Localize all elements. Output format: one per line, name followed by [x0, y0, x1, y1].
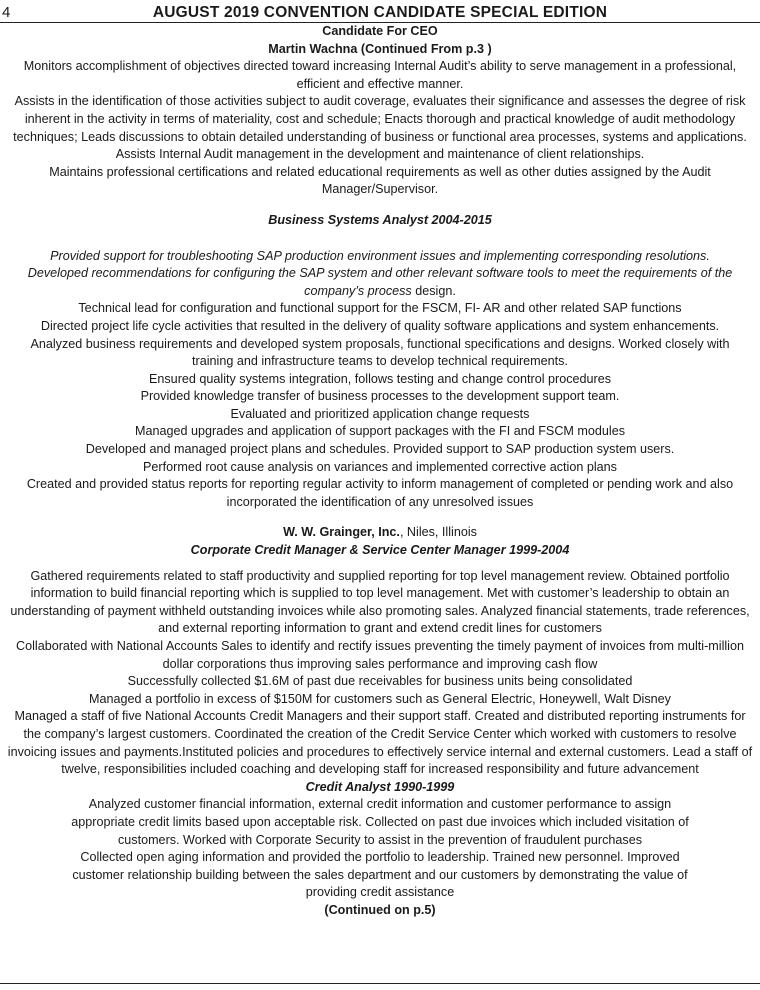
bsa-item: Created and provided status reports for reporting regular activity to inform management of completed or pending work and also incorporated the identification of any unresolved issues [26, 477, 734, 509]
grainger-item: Managed a staff of five National Accounts Credit Managers and their support staff. Created and distributed reporting instruments for the company’s largest customers. Coordinated the creation of the Credit Service Center which worked with customers to resolve invoicing issues and payments.Instituted policies and procedures to effectively service internal and external customers. Lead a staff of twelve, responsibilities included coaching and developing staff for increased responsibility and future advancement [7, 709, 753, 777]
credit-analyst-item: Analyzed customer financial information, external credit information and customer performance to assign appropriate credit limits based upon acceptable risk. Collected on past due invoices which included visitation of customers. Worked with Corporate Security to assist in the prevention of fraudulent purchases [71, 797, 689, 847]
intro-paragraph: Maintains professional certifications and related educational requirements as well as other duties assigned by the Audit Manager/Supervisor. [49, 164, 711, 197]
grainger-role-heading: Corporate Credit Manager & Service Center Manager 1999-2004 [190, 543, 570, 558]
grainger-item: Gathered requirements related to staff productivity and supplied reporting for top level management review. Obtained portfolio information to build financial reporting which is supplied to top level management. Met with customer’s leadership to obtain an understanding of payment withheld outstanding invoices while also promoting sales. Analyzed financial statements, trade references, and external reporting information to grant and extend credit lines for customers [10, 568, 750, 636]
bsa-item: Evaluated and prioritized application change requests [230, 406, 530, 421]
bsa-item: Performed root cause analysis on variances and implemented corrective action plans [143, 459, 617, 474]
candidate-name: Martin Wachna (Continued From p.3 ) [268, 41, 492, 56]
intro-paragraph: Monitors accomplishment of objectives directed toward increasing Internal Audit’s ability to serve management in a professional, efficient and effective manner. [23, 59, 737, 91]
bsa-item [26, 265, 734, 300]
bsa-item: Provided knowledge transfer of business processes to the development support team. [140, 389, 620, 404]
grainger-item: Successfully collected $1.6M of past due receivables for business units being consolidated [127, 674, 633, 689]
intro-paragraph: Assists Internal Audit management in the development and maintenance of client relationships. [115, 147, 645, 162]
bsa-item: Directed project life cycle activities that resulted in the delivery of quality software applications and system enhancements. Analyzed business requirements and developed system proposals, functional specifications and designs. Worked closely with training and infrastructure teams to develop technical requirements. [30, 318, 730, 369]
footer-rule [0, 983, 760, 984]
employer-line [6, 524, 754, 542]
article-body [6, 23, 754, 920]
employer-name: W. W. Grainger, Inc. [283, 525, 400, 540]
bsa-heading: Business Systems Analyst 2004-2015 [268, 212, 492, 227]
grainger-item: Collaborated with National Accounts Sales to identify and rectify issues preventing the timely payment of invoices from multi-million dollar corporations thus improving sales performance and improving cash flow [16, 639, 744, 671]
bsa-item: Developed and managed project plans and schedules. Provided support to SAP production system users. [85, 442, 675, 457]
continued-note: (Continued on p.5) [324, 902, 436, 917]
intro-paragraph: Assists in the identification of those activities subject to audit coverage, evaluates their significance and assesses the degree of risk inherent in the activity in terms of materiality, cost and schedule; Enacts thorough and practical knowledge of audit methodology techniques; Leads discussions to obtain detailed understanding of business or functional area processes, systems and applications. [13, 94, 747, 144]
candidate-office: Candidate For CEO [322, 24, 438, 38]
edition-title: AUGUST 2019 CONVENTION CANDIDATE SPECIAL EDITION [152, 4, 608, 21]
employer-location: , Niles, Illinois [399, 525, 477, 540]
bsa-item: Provided support for troubleshooting SAP production environment issues and implementing corresponding resolutions. [50, 248, 710, 263]
credit-analyst-heading: Credit Analyst 1990-1999 [305, 779, 455, 794]
bsa-item-italic-part: Developed recommendations for configuring the SAP system and other relevant software tools to meet the requirements of the company’s process [27, 266, 733, 298]
bsa-item: Technical lead for configuration and functional support for the FSCM, FI- AR and other related SAP functions [78, 301, 682, 316]
bsa-item: Ensured quality systems integration, follows testing and change control procedures [148, 371, 612, 386]
credit-analyst-item: Collected open aging information and provided the portfolio to leadership. Trained new personnel. Improved customer relationship building between the sales department and our customers by demonstrating the value of providing credit assistance [72, 850, 688, 900]
bsa-item: Managed upgrades and application of support packages with the FI and FSCM modules [134, 424, 626, 439]
grainger-item: Managed a portfolio in excess of $150M for customers such as General Electric, Honeywell, Walt Disney [89, 691, 671, 706]
page-number: 4 [2, 4, 11, 21]
bsa-item-plain-part: design. [411, 283, 456, 298]
